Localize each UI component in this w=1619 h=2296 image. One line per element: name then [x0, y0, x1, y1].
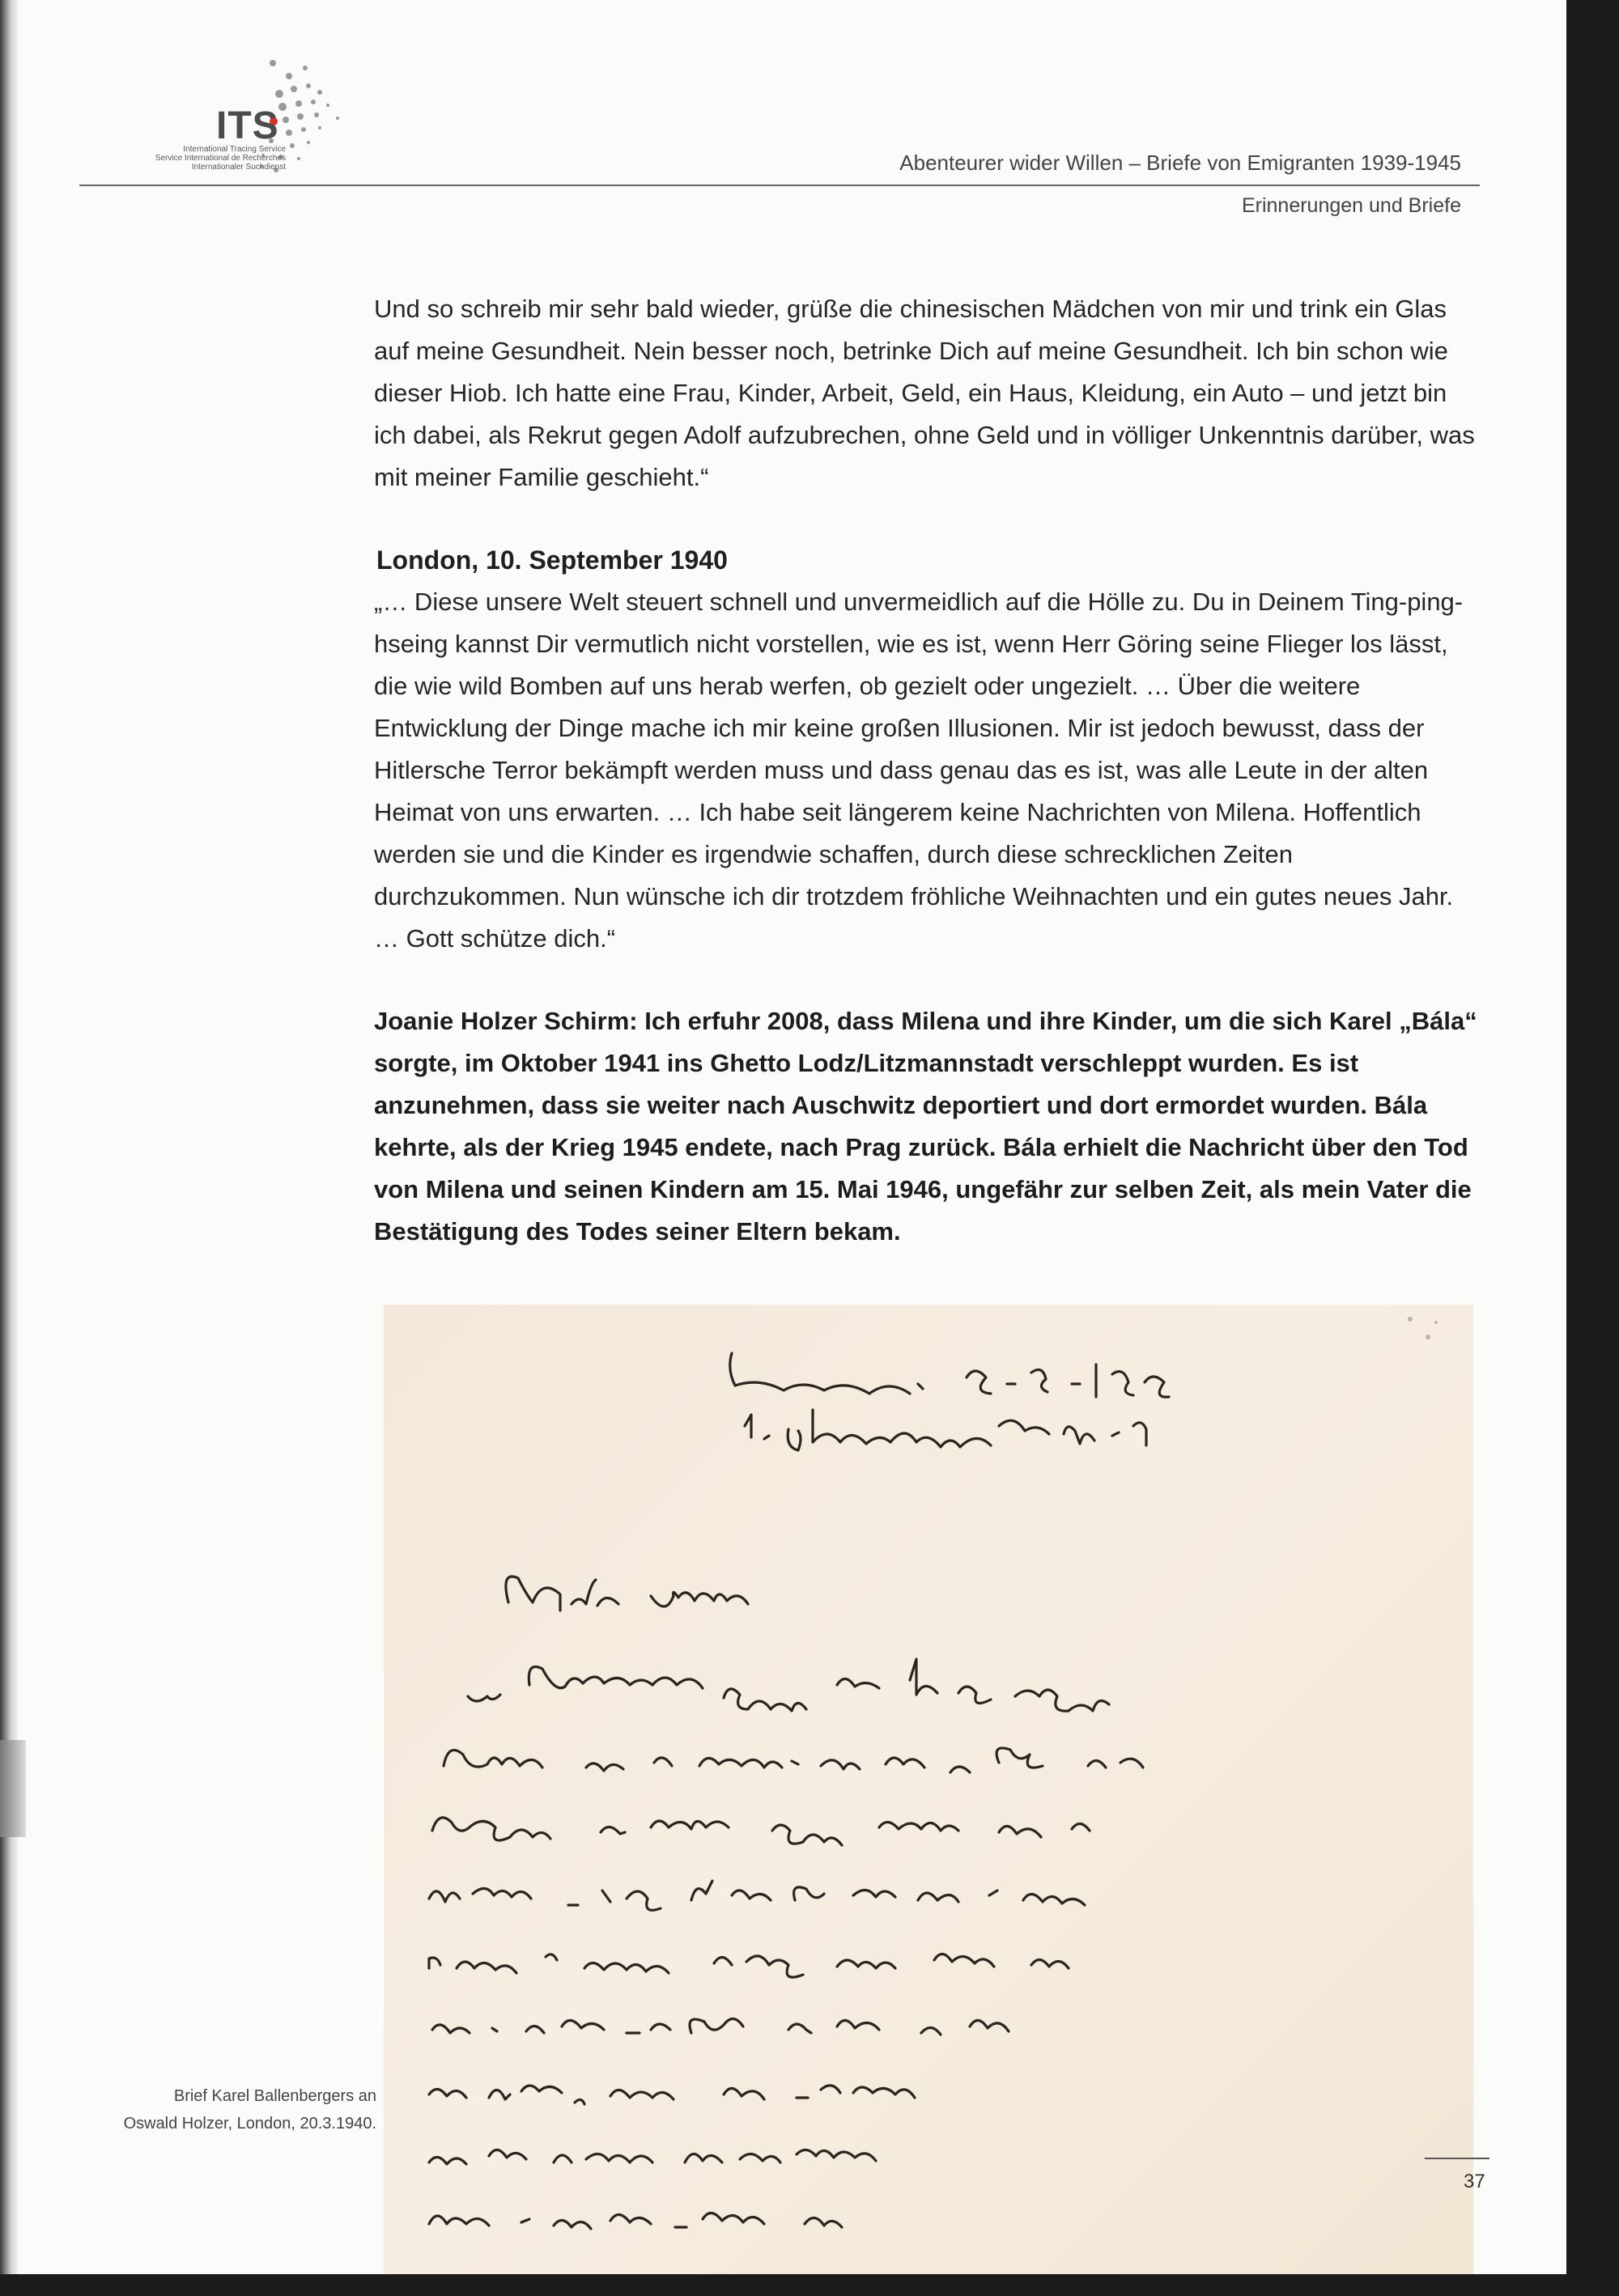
running-header-title: Abenteurer wider Willen – Briefe von Emigranten 1939-1945 [899, 151, 1461, 175]
caption-line-2: Oswald Holzer, London, 20.3.1940. [123, 2115, 376, 2133]
page-number: 37 [1464, 2171, 1485, 2192]
its-logo [77, 57, 360, 194]
logo-line-3: Internationaler Suchdienst [191, 163, 286, 172]
paragraph-letter-1940: „… Diese unsere Welt steuert schnell und unvermeidlich auf die Hölle zu. Du in Deinem Ting-ping-hseing kannst Dir vermutlich nicht vorstellen, wie es ist, wenn Herr Göring seine Flieger los lässt, die wie wild Bomben auf uns herab werfen, ob gezielt oder ungezielt. … Über die weitere Entwicklung der Dinge mache ich mir keine großen Illusionen. Mir ist jedoch bewusst, dass der Hitlersche Terror bekämpft werden muss und dass genau das es ist, was alle Leute in der alten Heimat von uns erwarten. … Ich habe seit längerem keine Nachrichten von Milena. Hoffentlich werden sie und die Kinder es irgendwie schaffen, durch diese schrecklichen Zeiten durchzukommen. Nun wünsche ich dir trotzdem fröhliche Weihnachten und ein gutes neues Jahr. … Gott schütze dich.“ [374, 588, 1464, 953]
paragraph-letter-excerpt: Und so schreib mir sehr bald wieder, grüße die chinesischen Mädchen von mir und trink ein Glas auf meine Gesundheit. Nein besser noch, betrinke Dich auf meine Gesundheit. Ich bin schon wie dieser Hiob. Ich hatte eine Frau, Kinder, Arbeit, Geld, ein Haus, Kleidung, ein Auto – und jetzt bin ich dabei, als Rekrut gegen Adolf aufzubrechen, ohne Geld und in völliger Unkenntnis darüber, was mit meiner Familie geschieht.“ [374, 295, 1475, 491]
page-number-rule [1425, 2158, 1489, 2159]
handwriting-scan [384, 1305, 1473, 2274]
running-header-subtitle: Erinnerungen und Briefe [1241, 194, 1461, 217]
logo-wordmark: ITS [216, 104, 279, 147]
caption-line-1: Brief Karel Ballenbergers an [173, 2087, 376, 2105]
image-caption [49, 2082, 376, 2137]
logo-line-2: Service International de Recherches [155, 154, 286, 163]
logo-line-1: International Tracing Service [183, 145, 286, 154]
book-gutter-shadow [0, 0, 18, 2274]
paragraph-commentary: Joanie Holzer Schirm: Ich erfuhr 2008, dass Milena und ihre Kinder, um die sich Karel „Bála“ sorgte, im Oktober 1941 ins Ghetto Lodz/Litzmannstadt verschleppt wurden. Es ist anzunehmen, dass sie weiter nach Auschwitz deportiert und dort ermordet wurden. Bála kehrte, als der Krieg 1945 endete, nach Prag zurück. Bála erhielt die Nachricht über den Tod von Milena und seinen Kindern am 15. Mai 1946, ungefähr zur selben Zeit, als mein Vater die Bestätigung des Todes seiner Eltern bekam. [374, 1007, 1477, 1246]
header-rule [79, 185, 1480, 186]
section-heading-date: London, 10. September 1940 [376, 545, 728, 575]
binding-strip [0, 1740, 26, 1837]
handwritten-letter-image [384, 1305, 1473, 2274]
